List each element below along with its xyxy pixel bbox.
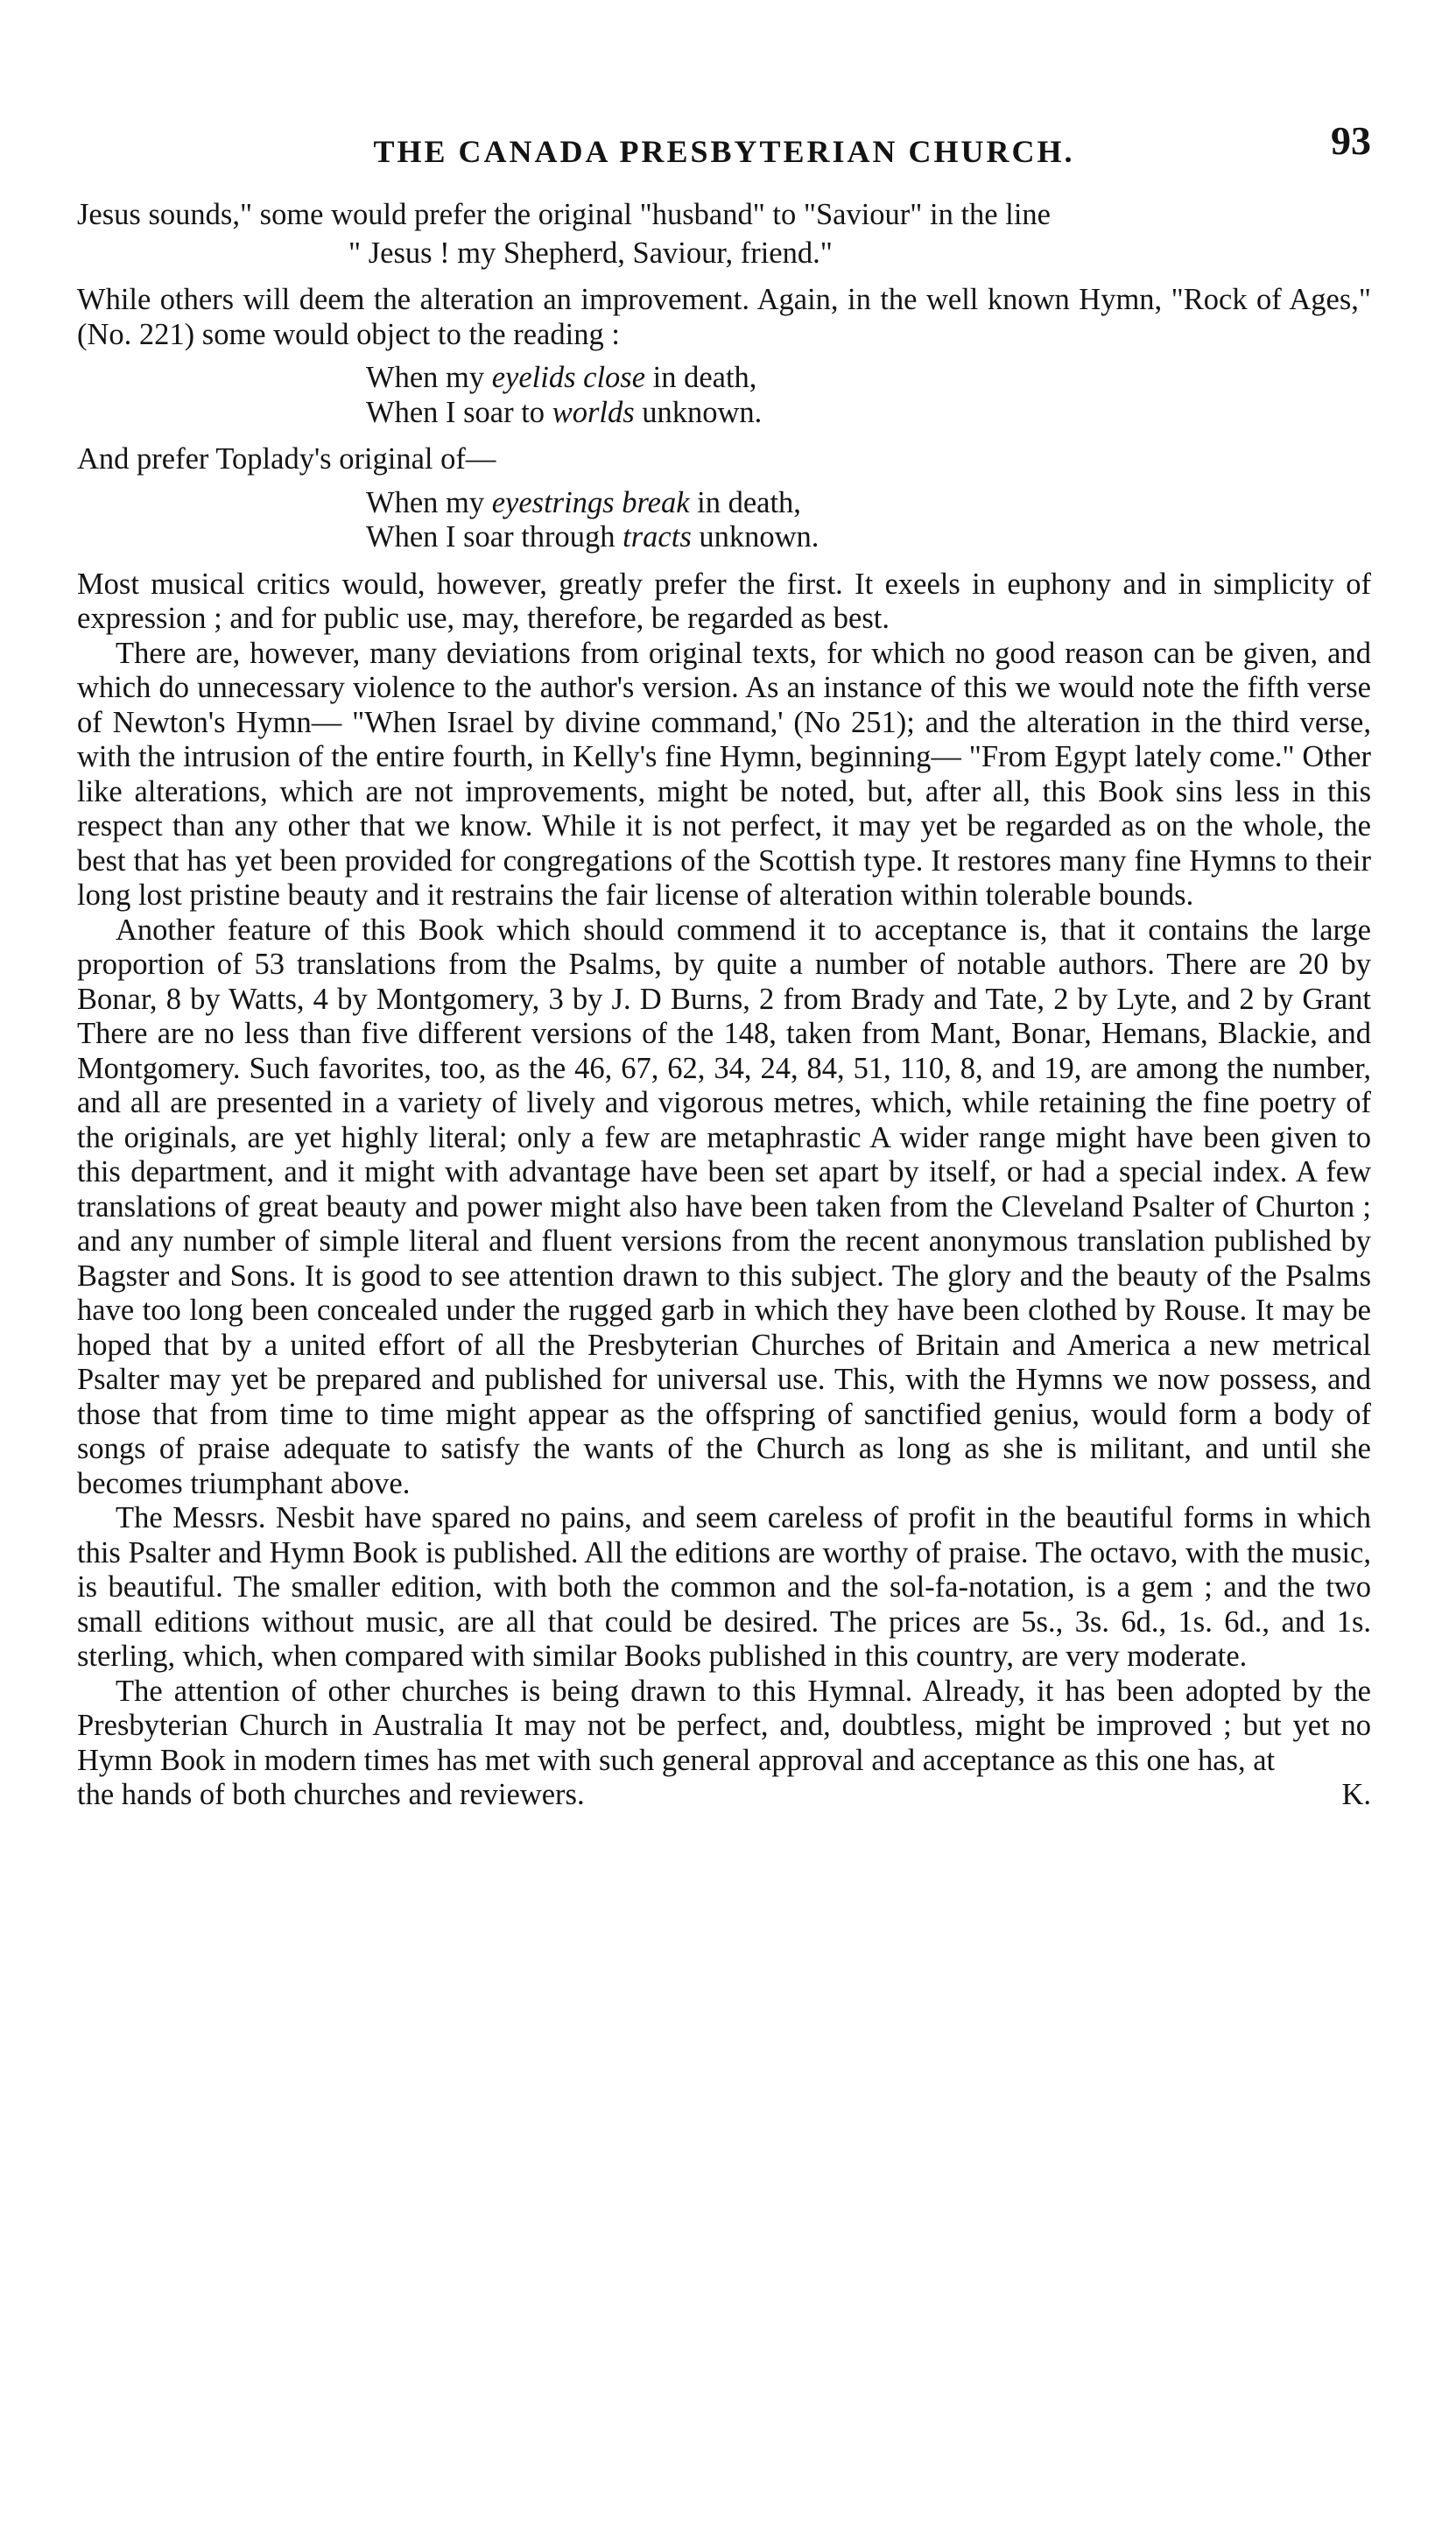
paragraph-4: Most musical critics would, however, greatly prefer the first. It exeels in euphony and in simplicity of expression ; and for public use, may, therefore, be regarded as best. [77,567,1371,635]
document-page [77,114,1371,1813]
verse-line: When my eyestrings break in death, [366,485,801,519]
verse-line: When I soar to worlds unknown. [366,395,763,429]
page-number: 93 [1331,118,1371,163]
verse-line: When I soar through tracts unknown. [366,520,819,554]
paragraph-1: Jesus sounds," some would prefer the original "husband" to "Saviour" in the line [77,198,1051,231]
verse-block-2 [77,486,1371,555]
quoted-line: " Jesus ! my Shepherd, Saviour, friend." [348,236,833,270]
closing-text: the hands of both churches and reviewers. [77,1778,585,1811]
paragraph-5: There are, however, many deviations from original texts, for which no good reason can be given, and which do unnecessary violence to the author's version. As an instance of this we would note the fifth verse of Newton's Hymn— "When Israel by divine command,' (No 251); and the alteration in the third verse, with the intrusion of the entire fourth, in Kelly's fine Hymn, beginning— "From Egypt lately come." Other like alterations, which are not improvements, might be noted, but, after all, this Book sins less in this respect than any other that we know. While it is not perfect, it may yet be regarded as on the whole, the best that has yet been provided for congregations of the Scottish type. It restores many fine Hymns to their long lost pristine beauty and it restrains the fair license of alteration within tolerable bounds. [77,636,1371,912]
verse-line: When my eyelids close in death, [366,361,757,394]
paragraph-7: The Messrs. Nesbit have spared no pains, and seem careless of profit in the beautiful forms in which this Psalter and Hymn Book is published. All the editions are worthy of praise. The octavo, with the music, is beautiful. The smaller edition, with both the common and the sol-fa-notation, is a gem ; and the two small editions without music, are all that could be desired. The prices are 5s., 3s. 6d., 1s. 6d., and 1s. sterling, which, when compared with similar Books published in this country, are very moderate. [77,1501,1371,1673]
paragraph-8: The attention of other churches is being drawn to this Hymnal. Already, it has been adopted by the Presbyterian Church in Australia It may not be perfect, and, doubtless, might be improved ; but yet no Hymn Book in modern times has met with such general approval and acceptance as this one has, at [77,1674,1371,1777]
paragraph-2: While others will deem the alteration an improvement. Again, in the well known Hymn, "Rock of Ages," (No. 221) some would object to the reading : [77,283,1371,351]
paragraph-3: And prefer Toplady's original of— [77,442,496,476]
author-signature: K. [1341,1778,1371,1811]
page-header [77,114,1371,175]
paragraph-6: Another feature of this Book which should commend it to acceptance is, that it contains the large proportion of 53 translations from the Psalms, by quite a number of notable authors. There are 20 by Bonar, 8 by Watts, 4 by Montgomery, 3 by J. D Burns, 2 from Brady and Tate, 2 by Lyte, and 2 by Grant There are no less than five different versions of the 148, taken from Mant, Bonar, Hemans, Blackie, and Montgomery. Such favorites, too, as the 46, 67, 62, 34, 24, 84, 51, 110, 8, and 19, are among the number, and all are presented in a variety of lively and vigorous metres, which, while retaining the fine poetry of the originals, are yet highly literal; only a few are metaphrastic A wider range might have been given to this department, and it might with advantage have been set apart by itself, or had a special index. A few translations of great beauty and power might also have been taken from the Cleveland Psalter of Churton ; and any number of simple literal and fluent versions from the recent anonymous translation published by Bagster and Sons. It is good to see attention drawn to this subject. The glory and the beauty of the Psalms have too long been concealed under the rugged garb in which they have been clothed by Rouse. It may be hoped that by a united effort of all the Presbyterian Churches of Britain and America a new metrical Psalter may yet be prepared and published for universal use. This, with the Hymns we now possess, and those that from time to time might appear as the offspring of sanctified genius, would form a body of songs of praise adequate to satisfy the wants of the Church as long as she is militant, and until she becomes triumphant above. [77,913,1371,1500]
closing-line [77,1778,1371,1813]
running-head: THE CANADA PRESBYTERIAN CHURCH. [373,134,1075,169]
verse-block-1 [77,361,1371,430]
